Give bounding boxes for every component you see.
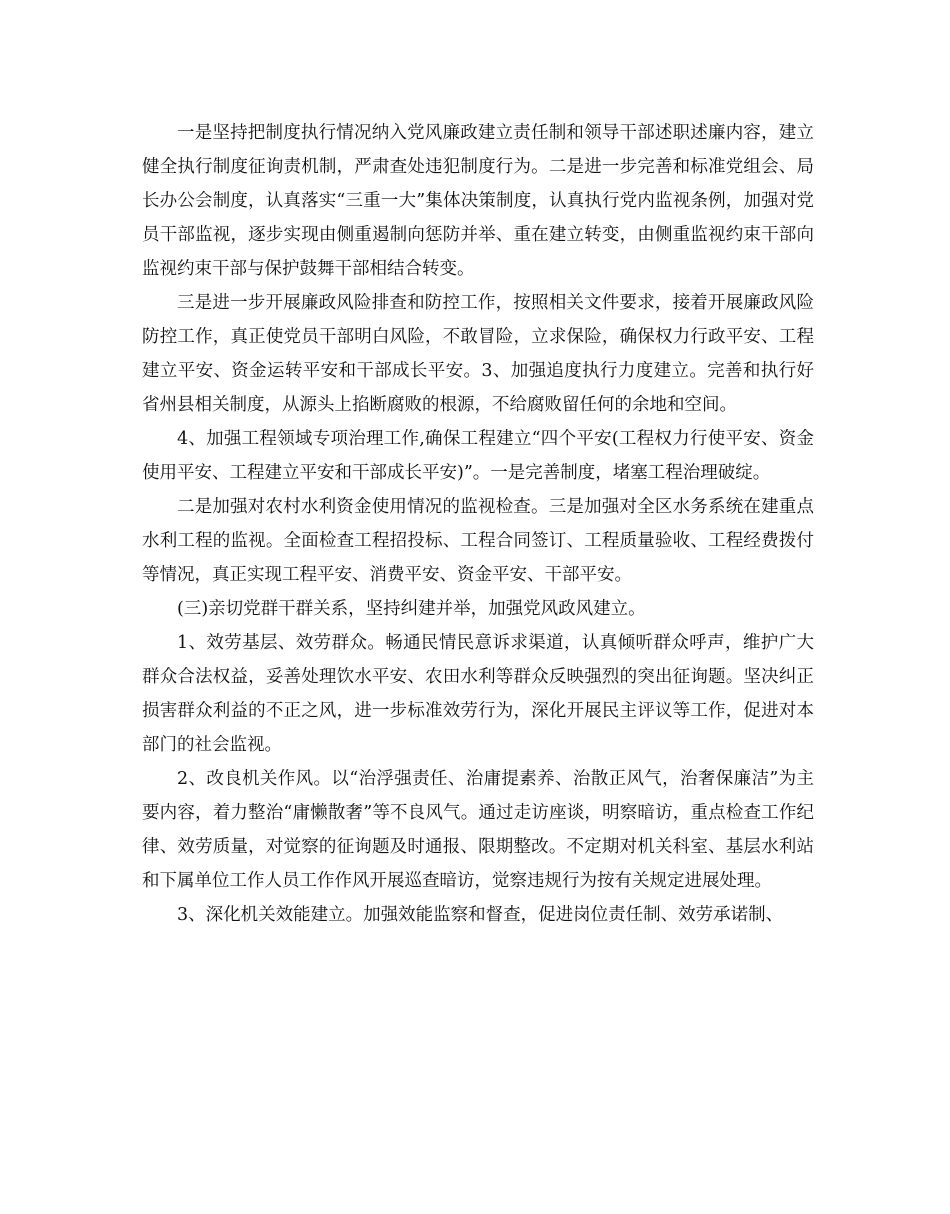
paragraph-3: 4、加强工程领域专项治理工作,确保工程建立“四个平安(工程权力行使平安、资金使用平安、工程建立平安和干部成长平安)”。一是完善制度，堵塞工程治理破绽。 [142,429,814,483]
paragraph-5: (三)亲切党群干群关系，坚持纠建并举，加强党风政风建立。 [177,599,646,619]
paragraph-6: 1、效劳基层、效劳群众。畅通民情民意诉求渠道，认真倾听群众呼声，维护广大群众合法权益，妥善处理饮水平安、农田水利等群众反映强烈的突出征询题。坚决纠正损害群众利益的不正之风，进一步标准效劳行为，深化开展民主评议等工作，促进对本部门的社会监视。 [142,633,814,755]
paragraph-2: 三是进一步开展廉政风险排查和防控工作，按照相关文件要求，接着开展廉政风险防控工作，真正使党员干部明白风险，不敢冒险，立求保险，确保权力行政平安、工程建立平安、资金运转平安和干部成长平安。3、加强追度执行力度建立。完善和执行好省州县相关制度，从源头上掐断腐败的根源，不给腐败留任何的余地和空间。 [142,293,814,415]
paragraph-4: 二是加强对农村水利资金使用情况的监视检查。三是加强对全区水务系统在建重点水利工程的监视。全面检查工程招投标、工程合同签订、工程质量验收、工程经费拨付等情况，真正实现工程平安、消费平安、资金平安、干部平安。 [142,497,814,585]
paragraph-1: 一是坚持把制度执行情况纳入党风廉政建立责任制和领导干部述职述廉内容，建立健全执行制度征询责机制，严肃查处违犯制度行为。二是进一步完善和标准党组会、局长办公会制度，认真落实“三重一大”集体决策制度，认真执行党内监视条例，加强对党员干部监视，逐步实现由侧重遏制向惩防并举、重在建立转变，由侧重监视约束干部向监视约束干部与保护鼓舞干部相结合转变。 [142,123,814,279]
paragraph-7: 2、改良机关作风。以“治浮强责任、治庸提素养、治散正风气，治奢保廉洁”为主要内容，着力整治“庸懒散奢”等不良风气。通过走访座谈，明察暗访，重点检查工作纪律、效劳质量，对觉察的征询题及时通报、限期整改。不定期对机关科室、基层水利站和下属单位工作人员工作作风开展巡查暗访，觉察违规行为按有关规定进展处理。 [142,769,814,891]
document-body [142,116,814,932]
paragraph-8: 3、深化机关效能建立。加强效能监察和督查，促进岗位责任制、效劳承诺制、 [177,905,784,925]
